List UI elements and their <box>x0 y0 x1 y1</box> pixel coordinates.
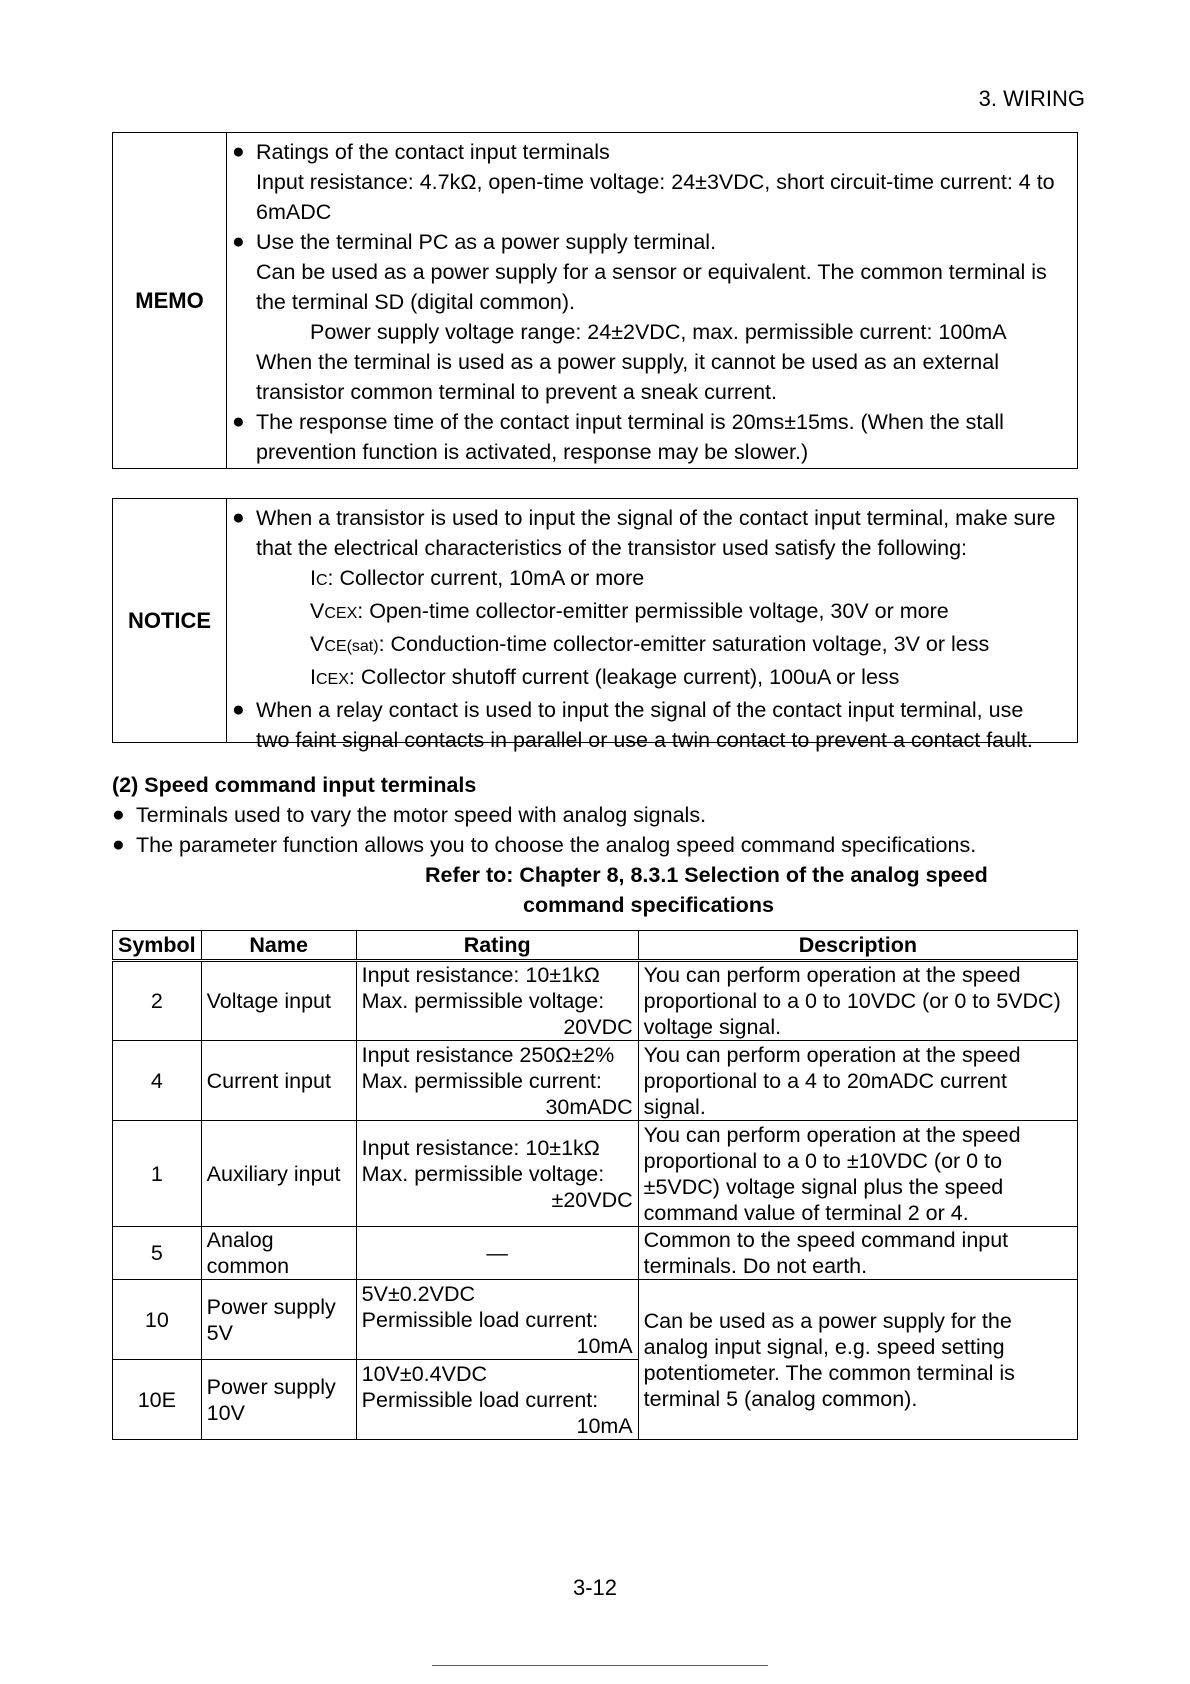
notice-param <box>232 563 1073 596</box>
param-text: : Conduction-time collector-emitter saturation voltage, 3V or less <box>378 632 990 656</box>
name-cell: Voltage input <box>201 961 356 1041</box>
section-bullet: Terminals used to vary the motor speed with analog signals. <box>136 803 707 827</box>
notice-line: When a transistor is used to input the signal of the contact input terminal, make sure <box>256 506 1056 530</box>
param-text: : Collector current, 10mA or more <box>327 566 645 590</box>
memo-line: prevention function is activated, response may be slower.) <box>256 440 809 464</box>
header-rating: Rating <box>356 931 638 961</box>
rating-cell <box>356 1041 638 1121</box>
notice-line: that the electrical characteristics of the transistor used satisfy the following: <box>256 536 968 560</box>
memo-line: Power supply voltage range: 24±2VDC, max. permissible current: 100mA <box>310 320 1007 344</box>
memo-label: MEMO <box>113 133 227 468</box>
bullet-icon: ● <box>232 410 245 433</box>
section-title: (2) Speed command input terminals <box>112 773 477 797</box>
param-text: : Collector shutoff current (leakage current), 100uA or less <box>348 665 900 689</box>
page-number: 3-12 <box>572 1575 618 1600</box>
page-header: 3. WIRING <box>978 86 1085 111</box>
param-subscript: CEX <box>315 671 349 688</box>
name-cell: Power supply 5V <box>201 1280 356 1360</box>
memo-body <box>227 133 1077 468</box>
speed-terminal-table <box>112 930 1078 1440</box>
symbol-cell: 10E <box>113 1360 202 1440</box>
notice-line: two faint signal contacts in parallel or use a twin contact to prevent a contact fault. <box>256 728 1033 752</box>
name-cell: Analog common <box>201 1227 356 1280</box>
footer-rule <box>432 1665 768 1666</box>
rating-line: Input resistance: 10±1kΩ <box>361 1135 600 1160</box>
notice-param <box>232 596 1073 629</box>
bullet-icon: ● <box>112 803 125 826</box>
table-row <box>113 961 1078 1041</box>
notice-param <box>232 662 1073 695</box>
param-text: : Open-time collector-emitter permissible voltage, 30V or more <box>357 599 949 623</box>
rating-line: Permissible load current: <box>361 1307 599 1332</box>
memo-line: the terminal SD (digital common). <box>256 290 576 314</box>
reference-line: Refer to: Chapter 8, 8.3.1 Selection of the analog speed <box>425 863 988 887</box>
description-cell: Can be used as a power supply for the analog input signal, e.g. speed setting potentiometer. The common terminal is terminal 5 (analog common). <box>638 1280 1077 1440</box>
memo-line: transistor common terminal to prevent a sneak current. <box>256 380 777 404</box>
header-symbol: Symbol <box>113 931 202 961</box>
table-row <box>113 1227 1078 1280</box>
param-subscript: CE(sat) <box>324 638 379 655</box>
rating-line: 10V±0.4VDC <box>361 1361 487 1386</box>
notice-line: When a relay contact is used to input the signal of the contact input terminal, use <box>256 698 1024 722</box>
memo-line: Input resistance: 4.7kΩ, open-time voltage: 24±3VDC, short circuit-time current: 4 to <box>256 170 1055 194</box>
rating-cell <box>356 961 638 1041</box>
memo-line: The response time of the contact input terminal is 20ms±15ms. (When the stall <box>256 410 1004 434</box>
header-name: Name <box>201 931 356 961</box>
rating-cell: — <box>356 1227 638 1280</box>
symbol-cell: 10 <box>113 1280 202 1360</box>
rating-value: 10mA <box>576 1333 633 1358</box>
table-row <box>113 1041 1078 1121</box>
description-cell: You can perform operation at the speed proportional to a 0 to ±10VDC (or 0 to ±5VDC) voltage signal plus the speed command value of terminal 2 or 4. <box>638 1121 1077 1227</box>
rating-value: 10mA <box>576 1413 633 1438</box>
description-cell: You can perform operation at the speed proportional to a 0 to 10VDC (or 0 to 5VDC) voltage signal. <box>638 961 1077 1041</box>
notice-box <box>112 498 1078 752</box>
memo-line: Can be used as a power supply for a sensor or equivalent. The common terminal is <box>256 260 1047 284</box>
rating-cell <box>356 1280 638 1360</box>
symbol-cell: 4 <box>113 1041 202 1121</box>
symbol-cell: 1 <box>113 1121 202 1227</box>
reference-line: command specifications <box>523 893 774 917</box>
bullet-icon: ● <box>112 833 125 856</box>
param-subscript: CEX <box>324 605 358 622</box>
rating-cell <box>356 1121 638 1227</box>
table-header-row <box>113 931 1078 961</box>
memo-line: When the terminal is used as a power supply, it cannot be used as an external <box>256 350 999 374</box>
notice-param <box>232 629 1073 662</box>
rating-line: 5V±0.2VDC <box>361 1281 476 1306</box>
bullet-icon: ● <box>232 506 245 529</box>
param-symbol: I <box>310 566 316 590</box>
name-cell: Power supply 10V <box>201 1360 356 1440</box>
description-cell: Common to the speed command input terminals. Do not earth. <box>638 1227 1077 1280</box>
memo-line: 6mADC <box>256 200 332 224</box>
notice-label: NOTICE <box>113 499 227 742</box>
param-symbol: I <box>310 665 316 689</box>
rating-value: ±20VDC <box>551 1187 633 1212</box>
name-cell: Current input <box>201 1041 356 1121</box>
name-cell: Auxiliary input <box>201 1121 356 1227</box>
symbol-cell: 2 <box>113 961 202 1041</box>
rating-cell <box>356 1360 638 1440</box>
param-symbol: V <box>310 632 325 656</box>
table-row <box>113 1280 1078 1360</box>
rating-line: Max. permissible voltage: <box>361 989 605 1013</box>
memo-line: Ratings of the contact input terminals <box>256 140 610 164</box>
rating-line: Max. permissible voltage: <box>361 1161 605 1186</box>
rating-value: 20VDC <box>563 1015 633 1039</box>
rating-line: Input resistance: 10±1kΩ <box>361 963 600 987</box>
rating-line: Permissible load current: <box>361 1387 599 1412</box>
bullet-icon: ● <box>232 230 245 253</box>
memo-line: Use the terminal PC as a power supply terminal. <box>256 230 717 254</box>
header-description: Description <box>638 931 1077 961</box>
rating-value: 30mADC <box>545 1094 633 1119</box>
symbol-cell: 5 <box>113 1227 202 1280</box>
table-row <box>113 1121 1078 1227</box>
param-symbol: V <box>310 599 325 623</box>
bullet-icon: ● <box>232 698 245 721</box>
notice-body <box>227 499 1077 752</box>
rating-line: Input resistance 250Ω±2% <box>361 1042 615 1067</box>
speed-command-section <box>112 770 1078 920</box>
rating-line: Max. permissible current: <box>361 1068 602 1093</box>
bullet-icon: ● <box>232 140 245 163</box>
description-cell: You can perform operation at the speed proportional to a 4 to 20mADC current signal. <box>638 1041 1077 1121</box>
param-subscript: C <box>315 572 328 589</box>
memo-box <box>112 132 1078 469</box>
section-bullet: The parameter function allows you to choose the analog speed command specifications. <box>136 833 977 857</box>
